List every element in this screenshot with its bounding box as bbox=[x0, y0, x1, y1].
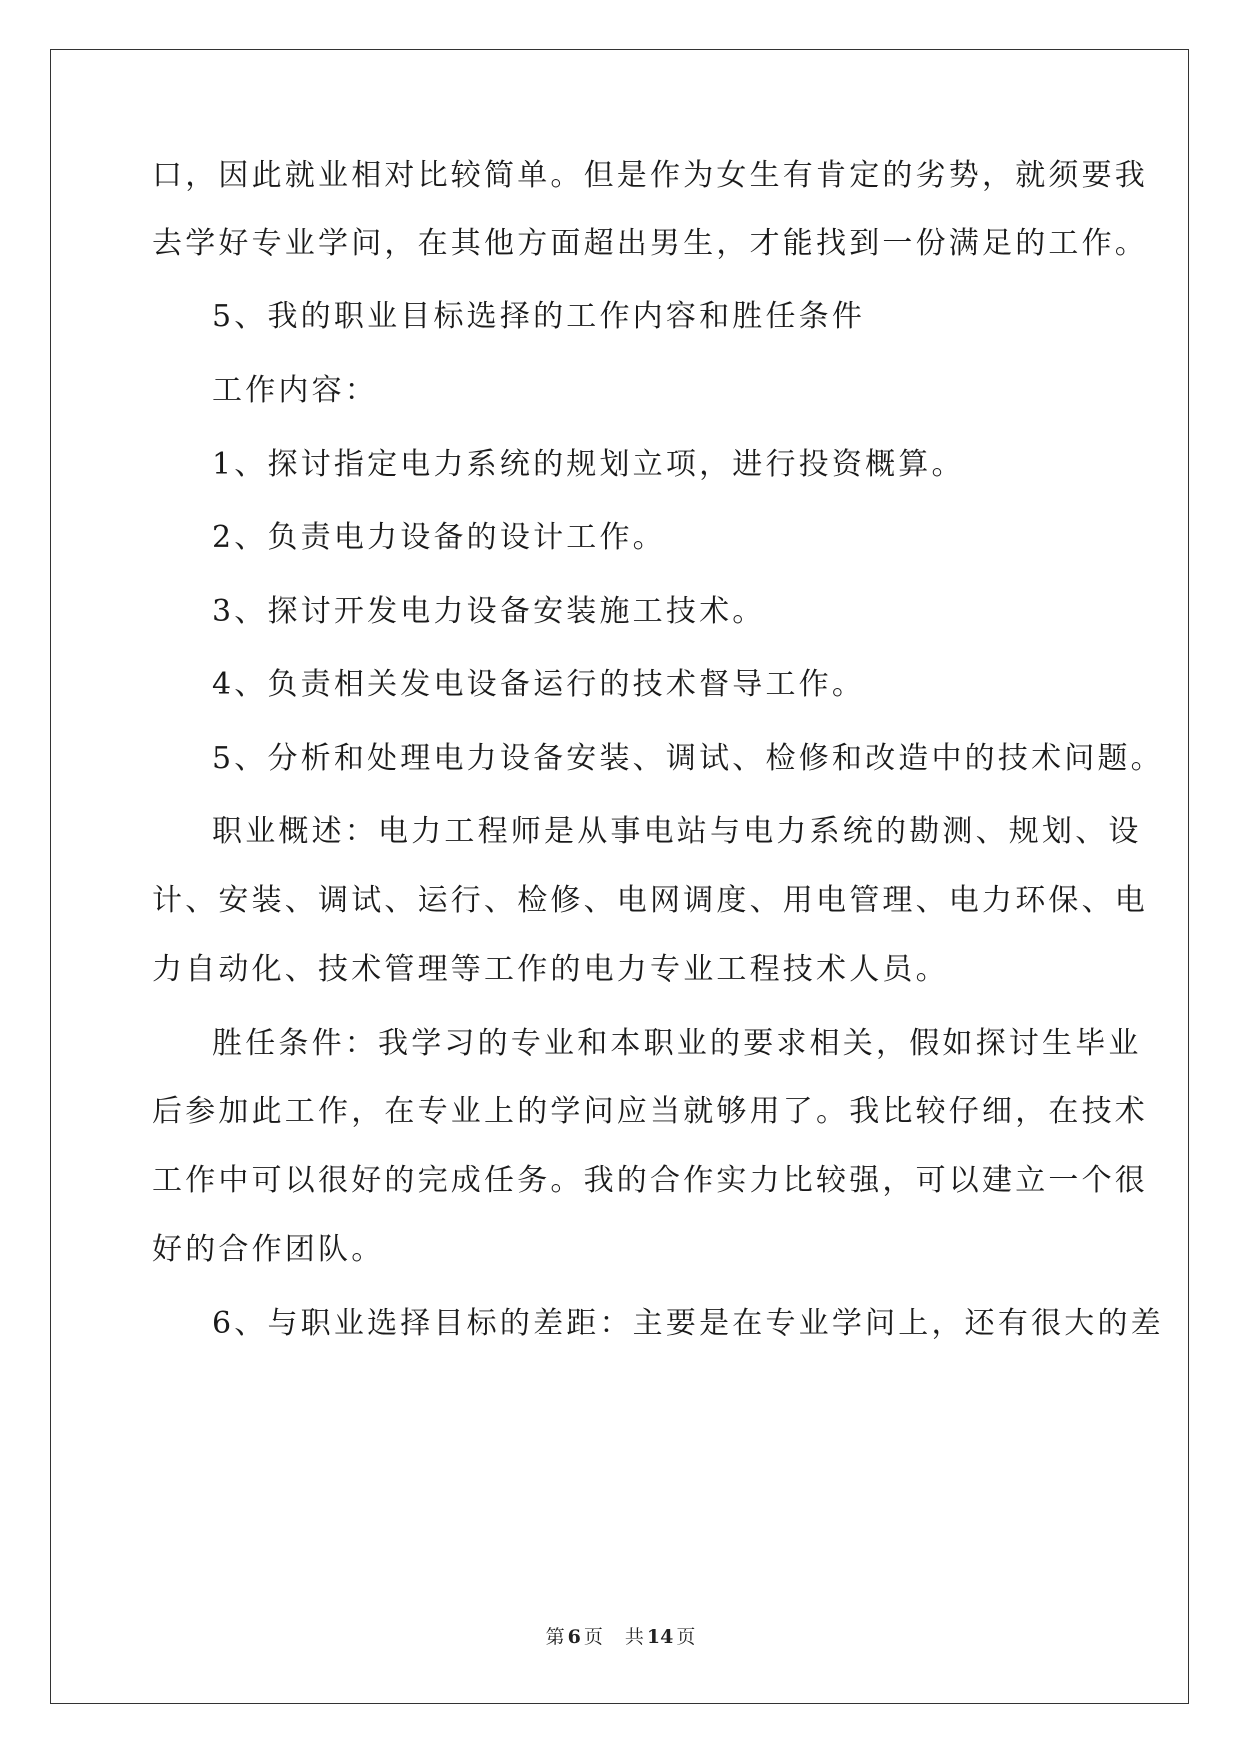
page-prefix: 第 bbox=[545, 1626, 565, 1648]
list-item: 1、探讨指定电力系统的规划立项，进行投资概算。 bbox=[212, 447, 965, 482]
subheading: 工作内容： bbox=[212, 373, 378, 408]
total-suffix: 页 bbox=[676, 1626, 696, 1648]
paragraph-line: 工作中可以很好的完成任务。我的合作实力比较强，可以建立一个很 bbox=[152, 1163, 1148, 1198]
paragraph-line: 好的合作团队。 bbox=[152, 1232, 385, 1267]
total-prefix: 共 bbox=[624, 1626, 644, 1648]
list-item: 5、分析和处理电力设备安装、调试、检修和改造中的技术问题。 bbox=[212, 741, 1164, 776]
paragraph-line: 胜任条件：我学习的专业和本职业的要求相关，假如探讨生毕业 bbox=[212, 1026, 1142, 1061]
section-heading: 5、我的职业目标选择的工作内容和胜任条件 bbox=[212, 299, 866, 334]
paragraph-line: 后参加此工作，在专业上的学问应当就够用了。我比较仔细，在技术 bbox=[152, 1094, 1148, 1129]
total-pages: 14 bbox=[646, 1626, 674, 1648]
body-line: 去学好专业学问，在其他方面超出男生，才能找到一份满足的工作。 bbox=[152, 226, 1148, 261]
page-suffix: 页 bbox=[583, 1626, 603, 1648]
section-heading: 6、与职业选择目标的差距：主要是在专业学问上，还有很大的差 bbox=[212, 1306, 1164, 1341]
paragraph-line: 职业概述：电力工程师是从事电站与电力系统的勘测、规划、设 bbox=[212, 814, 1142, 849]
paragraph-line: 计、安装、调试、运行、检修、电网调度、用电管理、电力环保、电 bbox=[152, 883, 1148, 918]
list-item: 4、负责相关发电设备运行的技术督导工作。 bbox=[212, 667, 866, 702]
list-item: 2、负责电力设备的设计工作。 bbox=[212, 520, 666, 555]
body-line: 口，因此就业相对比较简单。但是作为女生有肯定的劣势，就须要我 bbox=[152, 158, 1148, 193]
paragraph-line: 力自动化、技术管理等工作的电力专业工程技术人员。 bbox=[152, 952, 949, 987]
page-footer bbox=[0, 1625, 1241, 1649]
list-item: 3、探讨开发电力设备安装施工技术。 bbox=[212, 594, 766, 629]
page-number: 6 bbox=[567, 1626, 581, 1648]
